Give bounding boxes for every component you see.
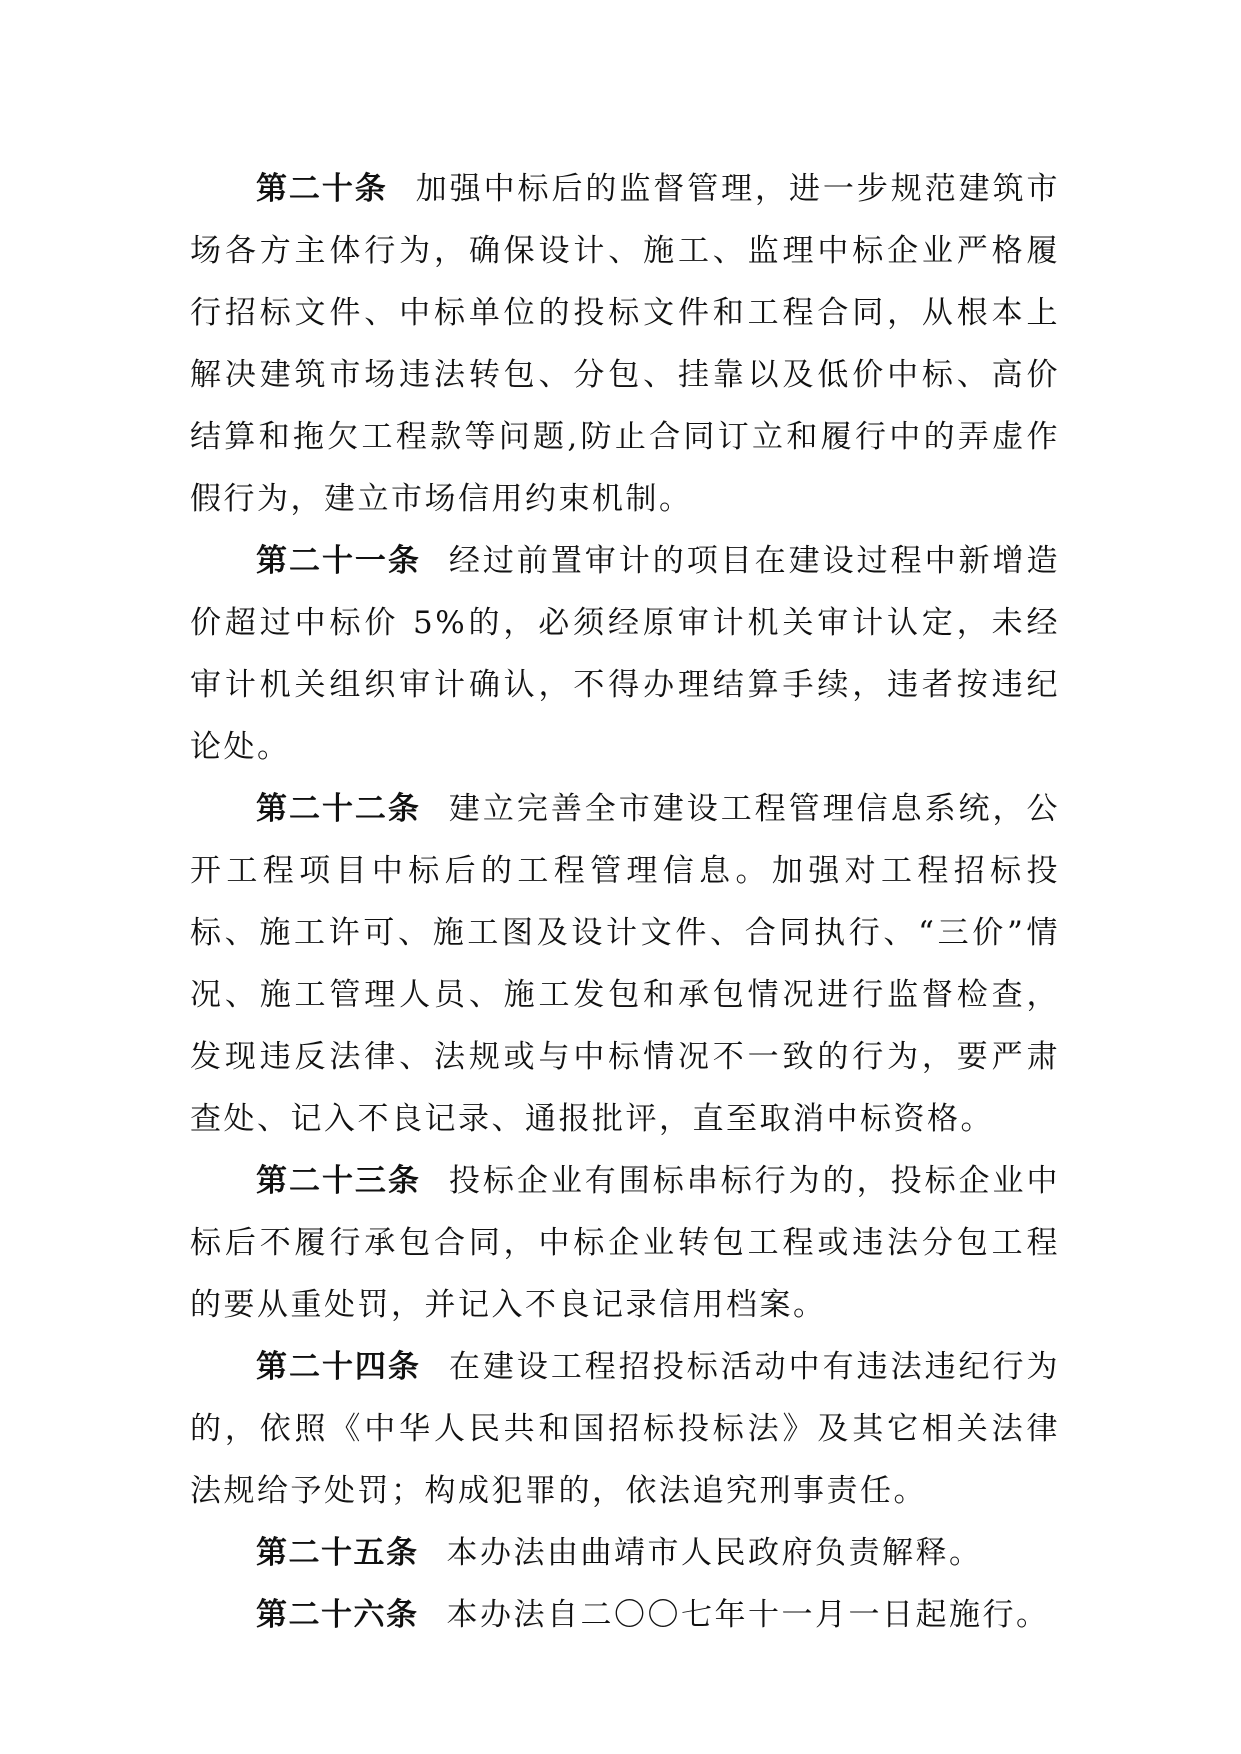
article-number: 第二十三条	[256, 1163, 421, 1199]
article-23	[190, 1150, 1060, 1336]
article-text: 投标企业有围标串标行为的，投标企业中标后不履行承包合同，中标企业转包工程或违法分包工程的要从重处罚，并记入不良记录信用档案。	[190, 1163, 1061, 1323]
article-number: 第二十二条	[256, 791, 421, 827]
article-text: 建立完善全市建设工程管理信息系统，公开工程项目中标后的工程管理信息。加强对工程招标投标、施工许可、施工图及设计文件、合同执行、“三价”情况、施工管理人员、施工发包和承包情况进行监督检查，发现违反法律、法规或与中标情况不一致的行为，要严肃查处、记入不良记录、通报批评，直至取消中标资格。	[190, 791, 1061, 1137]
article-22	[190, 778, 1060, 1150]
article-20	[190, 158, 1060, 530]
article-text: 本办法由曲靖市人民政府负责解释。	[446, 1535, 983, 1571]
article-number: 第二十五条	[256, 1535, 419, 1571]
article-text: 经过前置审计的项目在建设过程中新增造价超过中标价 5%的，必须经原审计机关审计认定，未经审计机关组织审计确认，不得办理结算手续，违者按违纪论处。	[190, 543, 1061, 765]
article-text: 加强中标后的监督管理，进一步规范建筑市场各方主体行为，确保设计、施工、监理中标企业严格履行招标文件、中标单位的投标文件和工程合同，从根本上解决建筑市场违法转包、分包、挂靠以及低价中标、高价结算和拖欠工程款等问题,防止合同订立和履行中的弄虚作假行为，建立市场信用约束机制。	[190, 171, 1061, 517]
article-number: 第二十条	[256, 171, 388, 207]
document-body	[190, 158, 1060, 1646]
article-text: 本办法自二〇〇七年十一月一日起施行。	[446, 1597, 1050, 1633]
article-24	[190, 1336, 1060, 1522]
article-number: 第二十四条	[256, 1349, 421, 1385]
article-number: 第二十一条	[256, 543, 421, 579]
article-text: 在建设工程招投标活动中有违法违纪行为的，依照《中华人民共和国招标投标法》及其它相关法律法规给予处罚；构成犯罪的，依法追究刑事责任。	[190, 1349, 1061, 1509]
article-21	[190, 530, 1060, 778]
article-26	[190, 1584, 1060, 1646]
article-number: 第二十六条	[256, 1597, 419, 1633]
article-25	[190, 1522, 1060, 1584]
